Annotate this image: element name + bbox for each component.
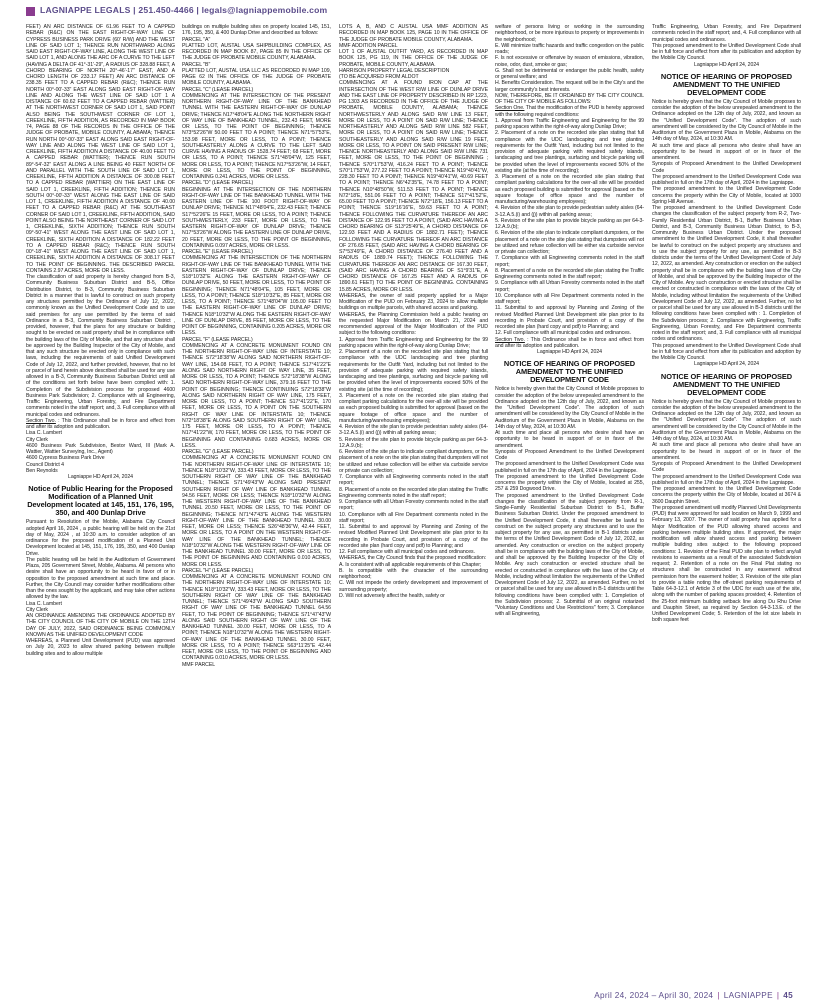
notice-paragraph: 2. Placement of a note on the recorded site plan stating that full compliance with the UDC landscaping and tree planting requirements for the Outfit Yard, including but not limited to the provision of adequate parking with required safety islands, landscaping and tree plantings, surfacing and bicycle parking will be provided when the level of improvements exceed 50% of the existing site (at the time of recording); bbox=[339, 349, 488, 393]
notice-paragraph: 9. Compliance with all Urban Forestry comments noted in the staff report; bbox=[339, 499, 488, 512]
notice-paragraph: 1. Approval from Traffic Engineering and Engineering for the 99 parking spaces within the right-of-way along Dunlap Drive; bbox=[495, 117, 644, 130]
notice-paragraph: The proposed amendment to the Unified Development Code was published in full on the 17th day of April, 2024 in the Lagniappe. bbox=[652, 473, 801, 486]
notice-paragraph: 6. Revision of the site plan to indicate compliant dumpsters, or the placement of a note on the site plan stating that dumpsters will not be utilized and refuse collection will be either via curbside service or private can collection; bbox=[339, 449, 488, 474]
notice-paragraph: Council District 4 bbox=[26, 461, 65, 468]
notice-paragraph: 6. Revision of the site plan to indicate compliant dumpsters, or the placement of a note on the site plan stating that dumpsters will not be utilized and refuse collection will be either via curbside service or private can collection; bbox=[495, 230, 644, 255]
notice-paragraph: 1. Approval from Traffic Engineering and Engineering for the 99 parking spaces within the right-of-way along Dunlap Drive; bbox=[339, 336, 488, 349]
footer-separator: | bbox=[717, 991, 720, 1000]
notice-paragraph: 12. Full compliance with all municipal codes and ordinances. bbox=[495, 330, 631, 337]
section-label: Section One. bbox=[495, 105, 525, 112]
publication-line: Lagniappe HD April 24, 2024 bbox=[694, 361, 759, 368]
notice-paragraph: HARRISON PROPERTY LEGAL DESCRIPTION bbox=[339, 67, 450, 74]
notice-heading: NOTICE OF HEARING OF PROPOSED AMENDMENT TO THE UNIFIED DEVELOPMENT CODE bbox=[660, 71, 793, 97]
header-publication: LAGNIAPPE LEGALS bbox=[40, 5, 131, 15]
notice-paragraph: At such time and place all persons who desire shall have an opportunity to be heard in support of or in favor of the amendment. bbox=[495, 430, 644, 449]
notice-paragraph: 4. Revision of the site plan to provide pedestrian safety aisles (64-3-12.A.5.(i) and (j)) within all parking areas; bbox=[339, 424, 488, 437]
section-label: Section Two. bbox=[26, 417, 56, 424]
notice-paragraph: welfare of persons living or working in the surrounding neighborhood, or be more injurious to property or improvements in the neighborhood; bbox=[495, 24, 644, 43]
notice-paragraph: The proposed amendment to the Unified Development Code was published in full on the 17th day of April, 2024 in the Lagniappe. bbox=[652, 173, 801, 186]
notice-paragraph: PARCEL "H" (LEASE PARCEL) bbox=[182, 567, 254, 574]
notice-paragraph: 2. Placement of a note on the recorded site plan stating that full compliance with the UDC landscaping and tree planting requirements for the Outfit Yard, including but not limited to the provision of adequate parking with required safety islands, landscaping and tree plantings, surfacing and bicycle parking will be provided when the level of improvements exceed 50% of the existing site (at the time of recording); bbox=[495, 130, 644, 174]
brand-square-icon bbox=[26, 7, 35, 16]
notice-paragraph: Synopsis of Proposed Amendment to the Unified Development Code bbox=[652, 161, 801, 174]
notice-paragraph: WHEREAS, a Planned Unit Development (PUD) was approved on July 20, 2023 to allow shared parking between multiple building sites and to allow multiple bbox=[26, 638, 175, 657]
legal-notices-columns bbox=[26, 24, 801, 976]
notice-paragraph: WHEREAS, the owner of said property applied for a Major Modification of the PUD on February 23, 2024 to allow multiple buildings on multiple parcels, with shared access and parking. bbox=[339, 292, 488, 312]
notice-paragraph: Notice is hereby given that the City Council of Mobile proposes to consider the adoption of the below unrepealed amendment to the Ordinance adopted on the 12th day of July, 2022, and known as the "Unified Development Code". The adoption of such amendment will be considered by the City Council of Mobile in the Auditorium of the Government Plaza in Mobile, Alabama on the 14th day of May, 2024, at 10:30 AM. bbox=[652, 398, 801, 442]
notice-paragraph: 7. Compliance with all Engineering comments noted in the staff report; bbox=[339, 474, 488, 487]
notice-paragraph: PARCEL "B" bbox=[182, 61, 211, 68]
notice-paragraph: WHEREAS, the Planning Commission held a public hearing on the requested Major Modification on March 21, 2024 and recommended approval of the Major Modification of the PUD subject to the following conditions: bbox=[339, 311, 488, 337]
page-number: 45 bbox=[783, 991, 793, 1000]
notice-paragraph: PLATTED LOT, AUSTAL USA SHIPBUILDING COMPLEX, AS RECORDED IN MAP BOOK 87, PAGE 85 IN THE OFFICE OF THE JUDGE OF PROBATE MOBILE COUNTY, ALABAMA. bbox=[182, 42, 331, 62]
notice-paragraph: 8. Placement of a note on the recorded site plan stating the Traffic Engineering comments noted in the staff report; bbox=[339, 486, 488, 499]
notice-paragraph: 4600 Cypress Business Park Drive bbox=[26, 455, 105, 462]
notice-paragraph: COMMENCING AT A CONCRETE MONUMENT FOUND ON THE NORTHERN RIGHT-OF-WAY LINE OF INTERSTATE 10; THENCE N18°10'32"W, 333.43 FEET, MORE OR LESS, TO THE SOUTHERN RIGHT OF WAY LINE OF THE BANKHEAD TUNNEL; THENCE S71°49'43"W ALONG SAID PRESENT SOUTHERN RIGHT OF WAY LINE OF BANKHEAD TUNNEL 94.56 FEET, MORE OR LESS; THENCE N18°10'32"W ALONG THE WESTERN RIGHT-OF-WAY LINE OF THE BANKHEAD TUNNEL 20.50 FEET, MORE OR LESS, TO THE POINT OF BEGINNING; THENCE N71°47'43"E ALONG THE WESTERN RIGHT-OF-WAY LINE OF THE BANKHEAD TUNNEL 30.00 FEET, MORE OR LESS; THENCE S26°48'36"W, 42.44 FEET, MORE OR LESS, TO A POINT ON THE WESTERN RIGHT-OF-WAY LINE OF THE BANKHEAD TUNNEL; THENCE N18°10'32"W ALONG THE WESTERN RIGHT-OF-WAY LINE OF THE BANKHEAD TUNNEL 30.00 FEET, MORE OR LESS, TO THE POINT OF BEGINNING AND CONTAINING 0.010 ACRES, MORE OR LESS. bbox=[182, 455, 331, 568]
notice-paragraph: WHEREAS, the City Council finds that the proposed modification: bbox=[339, 555, 487, 562]
notice-paragraph: F. Is not excessive or offensive by reason of emissions, vibration, noise, odor, dust, smoke or gas; bbox=[495, 55, 644, 68]
column-4 bbox=[495, 24, 644, 976]
footer-publication: LAGNIAPPE bbox=[723, 991, 773, 1000]
notice-paragraph: COMMENCING AT A CONCRETE MONUMENT FOUND ON THE NORTHERN RIGHT-OF-WAY LINE OF INTERSTATE 10; THENCE S72°18'38"W ALONG SAID NORTHERN RIGHT-OF-WAY LINE, 154.08 FEET, TO A POINT; THENCE S17°41'22"E ALONG SAID NORTHERN RIGHT OF WAY LINE, 35 FEET, MORE OR LESS, TO A POINT; THENCE S72°18'38"W ALONG SAID NORTHERN RIGHT-OF-WAY LINE, 379.16 FEET TO THE POINT OF BEGINNING; THENCE CONTINUING S72°18'38"W ALONG SAID NORTHERN RIGHT OF WAY LINE, 175 FEET, MORE OR LESS, TO A POINT; THENCE S17°41'22"E, 170 FEET, MORE OR LESS, TO A POINT ON THE SOUTHERN RIGHT OF WAY LINE OF INTERSTATE 10; THENCE N72°18'38"E ALONG SAID SOUTHERN RIGHT OF WAY LINE, 175 FEET, MORE OR LESS, TO A POINT; THENCE N17°41'22"W, 170 FEET, MORE OR LESS, TO THE POINT OF BEGINNING AND CONTAINING 0.683 ACRES, MORE OR LESS. bbox=[182, 342, 331, 449]
column-3 bbox=[339, 24, 488, 976]
notice-paragraph: At such time and place all persons who desire shall have an opportunity to be heard in support of or in favor of the amendment. bbox=[652, 142, 801, 161]
notice-paragraph: The proposed amendment to the Unified Development Code concerns the property within the City of Mobile, located at 255, 257 & 259 Dogwood Drive. bbox=[495, 473, 644, 493]
footer-separator: | bbox=[776, 991, 780, 1000]
notice-heading: NOTICE OF HEARING OF PROPOSED AMENDMENT TO THE UNIFIED DEVELOPMENT CODE bbox=[660, 371, 793, 397]
notice-paragraph: FEET) AN ARC DISTANCE OF 61.96 FEET TO A CAPPED REBAR (R&C) ON THE EAST RIGHT-OF-WAY LINE OF CYPRESS BUSINESS PARK DRIVE (60' R/W) AND THE WEST LINE OF SAID LOT 1; THENCE RUN NORTHWARD ALONG SAID EAST RIGHT-OF-WAY LINE, ALONG THE WEST LINE OF SAID LOT 1, AND ALONG THE ARC OF A CURVE TO THE LEFT (HAVING A DELTA OF 41°-31'-29", A RADIUS OF 328.88 FEET, A CHORD BEARING OF NORTH 20°-46'-17" EAST, AND A CHORD LENGTH OF 233.17 FEET) AN ARC DISTANCE OF 238.35 FEET TO A CAPPED REBAR (R&C); THENCE RUN NORTH 00°-00'-33" EAST ALONG SAID EAST RIGHT-OF-WAY LINE AND ALONG THE WEST LINE OF SAID LOT 1 A DISTANCE OF 60.62 FEET TO A CAPPED REBAR (WATTIER) AT THE NORTHWEST CORNER OF SAID LOT 1, SAID POINT ALSO BEING THE SOUTHWEST CORNER OF LOT 1, CREEKLINE, FIFTH ADDITION, AS RECORDED IN MAP BOOK 74, PAGE 88 OF THE RECORDS IN THE OFFICE OF THE JUDGE OF PROBATE, MOBILE COUNTY, ALABAMA; THENCE RUN NORTH 00°-00'-33" EAST ALONG SAID EAST RIGHT-OF-WAY LINE AND ALONG THE WEST LINE OF SAID LOT 1, CREEKLINE, FIFTH ADDITION A DISTANCE OF 40.00 FEET TO A CAPPED REBAR (WATTIER); THENCE RUN SOUTH 89°-54'-32" EAST ALONG A LINE BEING 40 FEET NORTH OF AND PARALLEL WITH THE SOUTH LINE OF SAID LOT 1, CREEKLINE, FIFTH ADDITION A DISTANCE OF 300.08 FEET TO A CAPPED REBAR (WATTIER) ON THE EAST LINE OF SAID LOT 1, CREEKLINE, FIFTH ADDITION; THENCE RUN SOUTH 00°-00'-33" WEST ALONG THE EAST LINE OF SAID LOT 1, CREEKLINE, FIFTH ADDITION A DISTANCE OF 40.00 FEET TO A CAPPED REBAR (R&C) AT THE SOUTHEAST CORNER OF SAID LOT 1, CREEKLINE, FIFTH ADDITION, SAID POINT ALSO BEING THE NORTHEAST CORNER OF SAID LOT 1, CREEKLINE, SIXTH ADDITION; THENCE RUN SOUTH 09°-50'-41" WEST ALONG THE EAST LINE OF SAID LOT 1, CREEKLINE, SIXTH ADDITION A DISTANCE OF 182.22 FEET TO A CAPPED REBAR (R&C); THENCE RUN SOUTH 00°-18'-41" WEST ALONG THE EAST LINE OF SAID LOT 1, CREEKLINE, SIXTH ADDITION A DISTANCE OF 308.17 FEET TO THE POINT OF BEGINNING. THE DESCRIBED PARCEL CONTAINS 2.97 ACRES, MORE OR LESS. bbox=[26, 24, 175, 274]
notice-paragraph: PARCEL "A" bbox=[182, 36, 211, 43]
notice-paragraph: A. Is consistent with all applicable requirements of this Chapter; bbox=[339, 561, 482, 568]
page-footer bbox=[594, 991, 793, 1000]
column-2 bbox=[182, 24, 331, 976]
notice-paragraph: This proposed amendment to the Unified Development Code shall be in full force and effect from after its publication and adoption by the Mobile City Council. bbox=[652, 42, 801, 62]
notice-paragraph: PARCEL "C" (LEASE PARCEL) bbox=[182, 86, 254, 93]
notice-paragraph: 3. Placement of a note on the recorded site plan stating that compliant parking calculations for the over-all site will be provided as each proposed building is submitted for approval (based on the square footage of office space and the number of manufacturing/warehousing employees); bbox=[339, 392, 488, 424]
notice-paragraph: Notice is hereby given that the City Council of Mobile proposes to consider the adoption of the below unrepealed amendment to the Ordinance adopted on the 12th day of July, 2022, and known as the "Unified Development Code". The adoption of such amendment will be considered by the City Council of Mobile in the Auditorium of the Government Plaza in Mobile, Alabama on the 14th day of May, 2024, at 10:30 AM. bbox=[652, 98, 801, 143]
notice-paragraph: Ben Reynolds bbox=[26, 467, 58, 474]
notice-paragraph: Traffic Engineering, Urban Forestry, and Fire Department comments noted in the staff report; and, 4. Full compliance with all municipal codes and ordinances. bbox=[652, 24, 801, 43]
notice-paragraph: LOTS A, B, AND C AUSTAL USA MMF ADDITION AS RECORDED IN MAP BOOK 125, PAGE 10 IN THE OFFICE OF THE JUDGE OF PROBATE MOBILE COUNTY, ALABAMA. bbox=[339, 24, 488, 43]
notice-paragraph: E. Will minimize traffic hazards and traffic congestion on the public roads; bbox=[495, 42, 644, 55]
notice-paragraph: NOW, THEREFORE, BE IT ORDAINED BY THE CITY COUNCIL OF THE CITY OF MOBILE AS FOLLOWS: bbox=[495, 92, 644, 105]
notice-paragraph: MMF ADDITION PARCEL bbox=[339, 42, 398, 49]
notice-paragraph: 7. Compliance with all Engineering comments noted in the staff report; bbox=[495, 255, 644, 268]
notice-paragraph: G. Shall not be detrimental or endanger the public health, safety or general welfare; and bbox=[495, 67, 644, 80]
notice-paragraph: The proposed amendment to the Unified Development Code changes the classification of the subject property from R-1, Single-Family Residential Suburban District to B-1, Buffer Business Suburban District. Under the proposed amendment to the Unified Development Code, it shall thereafter be lawful to construct on the subject property any structures and to use the subject property for any use, as permitted in B-1 districts under the terms of the Unified Development Code of July 12, 2022, as amended. Any construction or erection on the subject property shall be in compliance with the building laws of the City of Mobile, and shall be approved by the Building Inspector of the City of Mobile. Any such construction or erected structure shall be erected or constructed in compliance with the laws of the City of Mobile, including without limitation the requirements of the Unified Development Code of July 12, 2022, as amended. Further, no lot or parcel shall be used for any use allowed in B-1 districts until the following conditions have been complied with: 1. Completion of the Subdivision process; 2. Submittal of an original notarized "Voluntary Conditions and Use Restrictions" form; 3. Compliance with all Engineering, bbox=[495, 492, 644, 618]
header-email[interactable]: legals@lagniappemobile.com bbox=[201, 5, 328, 15]
section-text: : This Ordinance shall be in force and effect from and after its adoption and publication. bbox=[495, 336, 644, 349]
notice-paragraph: 10. Compliance with all Fire Department comments noted in the staff report; bbox=[339, 511, 488, 524]
notice-paragraph: 3. Placement of a note on the recorded site plan stating that compliant parking calculations for the over-all site will be provided as each proposed building is submitted for approval (based on the square footage of office space and the number of manufacturing/warehousing employees); bbox=[495, 174, 644, 205]
notice-paragraph: PARCEL "E" (LEASE PARCEL) bbox=[182, 249, 253, 255]
notice-paragraph: 4. Revision of the site plan to provide pedestrian safety aisles (64-3-12.A.5.(i) and (j)) within all parking areas; bbox=[495, 205, 644, 218]
notice-paragraph: PARCEL "F" (LEASE PARCEL) bbox=[182, 336, 253, 343]
column-5 bbox=[652, 24, 801, 976]
notice-paragraph: Synopsis of Proposed Amendment to the Unified Development Code bbox=[495, 448, 644, 461]
notice-paragraph: Notice is hereby given that the City Council of Mobile proposes to consider the adoption of the below unrepealed amendment to the Ordinance adopted on the 12th day of July, 2022, and known as the "Unified Development Code". The adoption of such amendment will be considered by the City Council of Mobile in the Auditorium of the Government Plaza in Mobile, Alabama on the 14th day of May, 2024, at 10:30 AM. bbox=[495, 386, 644, 430]
notice-paragraph bbox=[26, 418, 175, 431]
notice-paragraph: BEGINNING AT THE INTERSECTION OF THE NORTHERN RIGHT-OF-WAY LINE OF THE BANKHEAD TUNNEL WITH THE EASTERN LINE OF THE 100 FOOT RIGHT-OF-WAY OF DUNLAP DRIVE; THENCE N17°48'04"E, 232.43 FEET; THENCE S17°52'26"E 15 FEET, MORE OR LESS, TO A POINT; THENCE SOUTHWESTERLY, 233 FEET, MORE OR LESS, TO THE EASTERN RIGHT-OF-WAY OF DUNLAP DRIVE; THENCE N17°53'26"W ALONG THE EASTERN LINE OF DUNLAP DRIVE, 20 FEET, MORE OR LESS, TO THE POINT OF BEGINNING, CONTAINING 0.097 ACRES, MORE OR LESS. bbox=[182, 186, 331, 249]
notice-paragraph: 11. Submittal to and approval by Planning and Zoning of the revised Modified Planned Unit Development site plan prior to its recording in Probate Court, and provision of a copy of the recorded site plan (hard copy and pdf) to Planning; and bbox=[495, 305, 644, 330]
notice-heading: Notice of Public Hearing for the Proposed Modification of a Planned Unit Development located at 145, 151, 176, 195, 350, and 400 Dunlap Drive bbox=[27, 484, 174, 518]
notice-paragraph: The proposed amendment to the Unified Development Code was published in full on the 17th day of April, 2024 in the Lagniappe. bbox=[495, 461, 644, 474]
notice-paragraph: 5. Revision of the site plan to provide bicycle parking as per 64-3-12.A.9.(b); bbox=[339, 436, 488, 449]
notice-paragraph: AN ORDINANCE AMENDING THE ORDINANCE ADOPTED BY THE CITY COUNCIL OF THE CITY OF MOBILE ON THE 12TH DAY OF JULY, 2022, SAID ORDINANCE BEING COMMONLY KNOWN AS THE UNIFIED DEVELOPMENT CODE bbox=[26, 613, 175, 638]
notice-paragraph: LOT 1 OF AUSTAL OUTFIT YARD, AS RECORDED IN MAP BOOK 125, PG 119, IN THE OFFICE OF THE JUDGE OF PROBATE, MOBILE COUNTY, ALABAMA. bbox=[339, 49, 488, 68]
notice-paragraph: 4600 Business Park Subdivision, Bestor Ward, III (Mark A. Wattier, Wattier Surveying, Inc., Agent) bbox=[26, 442, 175, 455]
notice-paragraph: Pursuant to Resolution of the Mobile, Alabama City Council adopted April 16, 2024 , a public hearing will be held on the 21st day of May, 2024 , at 10:30 a.m. to consider adoption of an ordinance for the proposed modification of a Planned Unit Development located at 145, 151, 176, 195, 350, and 400 Dunlap Drive. bbox=[26, 519, 175, 557]
header-phone: 251.450-4466 bbox=[138, 5, 194, 15]
notice-paragraph: 9. Compliance with all Urban Forestry comments noted in the staff report; bbox=[495, 280, 644, 293]
notice-paragraph: COMMENCING AT THE INTERSECTION OF THE PRESENT NORTHERN RIGHT-OF-WAY LINE OF THE BANKHEAD TUNNEL WITH THE EASTERN RIGHT-OF-WAY OF DUNLAP DRIVE; THENCE N17°48'04"E ALONG THE NORTHERN RIGHT OF WAY LINE OF BANKHEAD TUNNEL, 232.43 FEET, MORE OR LESS, TO THE POINT OF BEGINNING; THENCE N73°52'26"W 50.00 FEET TO A POINT; THENCE N71°57'53"E, 153.98 FEET, MORE OR LESS, TO A POINT; THENCE SOUTHEASTERLY ALONG A CURVE TO THE LEFT SAID CURVE HAVING A RADIUS OF 1528.74 FEET; 68 FEET, MORE OR LESS, TO A POINT; THENCE S71°48'04"W, 125 FEET, MORE OR LESS, TO A POINT; THENCE N17°53'26"W, 14 FEET, MORE OR LESS, TO THE POINT OF BEGINNING, CONTAINING 0.241 ACRES, MORE OR LESS. bbox=[182, 92, 331, 180]
publication-line: Lagniappe HD April 24, 2024 bbox=[68, 474, 133, 480]
footer-dates: April 24, 2024 – April 30, 2024 bbox=[594, 991, 714, 1000]
notice-paragraph: C. Will not impede the orderly development and improvement of surrounding property; bbox=[339, 580, 488, 593]
notice-paragraph: This proposed amendment to the Unified Development Code shall be in full force and effect from after its publication and adoption by the Mobile City Council. bbox=[652, 342, 801, 361]
notice-paragraph: PLATTED LOT, AUSTAL USA LLC AS RECORDED IN MAP 109, PAGE 62 IN THE OFFICE OF THE JUDGE OF PROBATE MOBILE COUNTY, ALABAMA. bbox=[182, 67, 331, 87]
notice-paragraph: City Clerk bbox=[26, 606, 48, 613]
notice-paragraph: H. Benefits Consideration. The request will be in the City's and the larger community's best interests. bbox=[495, 80, 644, 93]
notice-paragraph: 10. Compliance with all Fire Department comments noted in the staff report; bbox=[495, 292, 644, 305]
notice-paragraph: 12. Full compliance with all municipal codes and ordinances. bbox=[339, 549, 475, 555]
notice-paragraph: At such time and place all persons who desire shall have an opportunity to be heard in support of or in favor of the amendment. bbox=[652, 442, 801, 461]
notice-paragraph: B. Is compatible with the character of the surrounding neighborhood; bbox=[339, 567, 488, 580]
header-text: LAGNIAPPE LEGALS | 251.450-4466 | legals@lagniappemobile.com bbox=[40, 5, 328, 15]
notice-paragraph: COMMENCING AT A FOUND IRON CAP AT THE INTERSECTION OF THE WEST R/W LINE OF DUNLAP DRIVE AND THE EAST LINE OF PROPERTY DESCRIBED IN RP 1223, PG 1303 AS RECORDED IN THE OFFICE OF THE JUDGE OF PROBATE, MOBILE COUNTY, ALABAMA; THENCE NORTHWESTERLY AND ALONG SAID R/W LINE 13 FEET, MORE OR LESS, TO A POINT ON SAID R/W LINE; THENCE NORTHEASTERLY AND ALONG SAID R/W LINE 582 FEET, MORE OR LESS, TO A POINT ON SAID R/W LINE; THENCE SOUTHEASTERLY AND ALONG SAID R/W LINE 19 FEET, MORE OR LESS, TO A POINT ON SAID PRESENT R/W LINE; THENCE NORTHEASTERLY AND ALONG SAID R/W LINE 731 FEET, MORE OR LESS, TO THE POINT OF BEGINNING ; THENCE S70°17'53"W, 416.24 FEET TO A POINT; THENCE S70°17'53"W, 277.22 FEET TO A POINT; THENCE N19°40'41"W, 228.30 FEET TO A POINT; THENCE N19°40'41"W, 40.69 FEET TO A POINT; THENCE N6°42'35"E, 74.78 FEET TO A POINT; THENCE N10°48'50"W, 511.53 FEET TO A POINT; THENCE N72°18'E, 551.06 FEET TO A POINT; THENCE S17°41'52"E, 65.00 FEET TO A POINT; THENCE N72°18'E, 156.13 FEET TO A POINT; THENCE S19°16'16"E, 59.63 FEET TO A POINT; THENCE FOLLOWING THE CURVATURE THEREOF AN ARC DISTANCE OF 122.95 FEET TO A POINT, (SAID ARC HAVING A CHORD BEARING OF S13°25'49"E, A CHORD DISTANCE OF 122.93 FEET AND A RADIUS OF 1882.71 FEET); THENCE FOLLOWING THE CURVATURE THEREOF AN ARC DISTANCE OF 276.65 FEET, (SAID ARC HAVING A CHORD BEARING OF S7°53'49"E, A CHORD DISTANCE OF 276.40 FEET AND A RADIUS OF 1889.74 FEET); THENCE FOLLOWING THE CURVATURE THEREOF AN ARC DISTANCE OF 167.30 FEET, (SAID ARC HAVING A CHORD BEARING OF S1°9'31"E, A CHORD DISTANCE OF 167.25 FEET AND A RADIUS OF 1890.61 FEET) TO THE POINT OF BEGINNING. CONTAINING 15.85 ACRES, MORE OR LESS. bbox=[339, 80, 488, 293]
publication-line: Lagniappe HD April 24, 2024 bbox=[537, 349, 602, 355]
notice-paragraph: COMMENCING AT THE INTERSECTION OF THE NORTHERN RIGHT-OF-WAY LINE OF THE BANKHEAD TUNNEL WITH THE EASTERN RIGHT-OF-WAY OF DUNLAP DRIVE; THENCE S18°10'32"E ALONG THE EASTERN RIGHT-OF-WAY OF DUNLAP DRIVE, 50 FEET, MORE OR LESS, TO THE POINT OF BEGINNING; THENCE N71°48'04"E, 105 FEET, MORE OR LESS, TO A POINT; THENCE S18°10'32"E, 85 FEET, MORE OR LESS, TO A POINT; THENCE S71°48'04"W 105.00 FEET TO THE EASTERN RIGHT-OF-WAY LINE OF DUNLAP DRIVE; THENCE N18°10'32"W ALONG THE EASTERN RIGHT-OF-WAY LINE OF DUNLAP DRIVE, 85 FEET, MORE OR LESS, TO THE POINT OF BEGINNING, CONTAINING 0.205 ACRES, MORE OR LESS. bbox=[182, 255, 331, 337]
page-header bbox=[0, 0, 819, 22]
notice-paragraph: D. Will not adversely affect the health, safety or bbox=[339, 592, 445, 599]
section-text: That the modification of the PUD is hereby approved with the following required conditions: bbox=[495, 105, 644, 118]
notice-paragraph: The proposed amendment will modify Planned Unit Developments (PUD) that were approved for said location on March 9, 1999 and February 13, 2007. The owner of said property has applied for a Major Modification of the PUD allowing shared access and parking between multiple building sites. If approved, the major modification will allow shared access and parking between multiple building sites subject to the following proposed conditions: 1. Revision of the Final PUD site plan to reflect any/all revisions to easements as a result of the associated Subdivision request; 2. Retention of a note on the Final Plat stating no structures shall be constructed in any easement without permission from the easement holder; 3. Revision of the site plan to provide a table noting the off-street parking requirements of Table 64-3-12.1 of Article 3 of the UDC for each use of the site, along with the number of parking spaces provided; 4. Retention of the 25-foot minimum building setback line along Du Rhu Drive and Dauphin Street, as required by Section 64-3-13.E. of the Unified Development Code; 5. Retention of the lot size labels in both square feet bbox=[652, 504, 801, 624]
notice-paragraph: MMF PARCEL bbox=[182, 661, 216, 668]
column-1 bbox=[26, 24, 175, 976]
notice-heading: NOTICE OF HEARING OF PROPOSED AMENDMENT TO THE UNIFIED DEVELOPMENT CODE bbox=[503, 359, 636, 385]
notice-paragraph: The public hearing will be held in the Auditorium of Government Plaza, 205 Government Street, Mobile, Alabama. All persons who desire shall have an opportunity to be heard in favor of or in opposition to the proposed amendment at such time and place. Further, the City Council may consider further modifications other than the ones sought by the applicant, and may take other actions allowed by the law. bbox=[26, 556, 175, 601]
notice-paragraph: Synopsis of Proposed Amendment to the Unified Development Code bbox=[652, 461, 801, 474]
notice-paragraph: Lisa C. Lambert bbox=[26, 430, 62, 437]
notice-paragraph: The proposed amendment to the Unified Development Code changes the classification of the subject property from R-2, Two-Family Residential Urban District, B-1, Buffer Business Urban District, and B-3, Community Business Urban District, to B-3, Community Business Urban District. Under the proposed amendment to the Unified Development Code, it shall thereafter be lawful to construct on the subject property any structures and to use the subject property for any use, as permitted in B-3 districts under the terms of the Unified Development Code of July 12, 2022, as amended. Any construction or erection on the subject property shall be in compliance with the building laws of the City of Mobile, and shall be approved by the Building Inspector of the City of Mobile. Any such construction or erected structure shall be erected or constructed in compliance with the laws of the City of Mobile, including without limitation the requirements of the Unified Development Code of July 12, 2022, as amended. Further, no lot or parcel shall be used for any use allowed in B-3 districts until the following conditions have been complied with : 1. Completion of the Subdivision process; 2. Compliance with Engineering, Traffic Engineering, Urban Forestry, and Fire Department comments noted in the staff report; and, 3. Full compliance with all municipal codes and ordinances. bbox=[652, 205, 801, 343]
notice-paragraph: buildings on multiple building sites on property located 145, 151, 176, 195, 350, & 400 Dunlap Drive and described as follows: bbox=[182, 24, 331, 37]
notice-paragraph: The classification of said property is hereby changed from B-3, Community Business Suburban District and B-5, Office Distribution District, to B-3, Community Business Suburban District in a manner that is lawful to construct on such property any structures permitted by the Ordinance of July 12, 2022, commonly known as the Unified Development Code and to use said premises for any use permitted by the terms of said Ordinance in a B-3, Community Business Suburban District , provided, however, that the plans for any structure or building sought to be erected on said property shall be in compliance with the building laws of the City of Mobile, and that any structure shall be approved by the Building Inspector of the City of Mobile, and that any such structure be erected only in compliance with such laws, including the requirements of said Unified Development Code of July 12, 2022, and further provided, however, that no lot or parcel of land herein above described shall be used for any use allowed in a B-3, Community Business Suburban District until all of the conditions set forth below have been complied with: 1. Completion of the Subdivision process for proposed 4600 Business Park Subdivision; 2. Compliance with all Engineering, Traffic Engineering, Urban Forestry, and Fire Department comments noted in the staff report; and, 3. Full compliance with all municipal codes and ordinances. bbox=[26, 274, 175, 418]
notice-paragraph: The proposed amendment to the Unified Development Code concerns the property within the City of Mobile, located at 3674 & 3600 Dauphin Street. bbox=[652, 486, 801, 505]
notice-paragraph: (TO BE ACQUIRED FROM ALDOT bbox=[339, 74, 419, 80]
notice-paragraph: PARCEL "D" (LEASE PARCEL) bbox=[182, 180, 254, 187]
notice-paragraph: The proposed amendment to the Unified Development Code concerns the property within the City of Mobile, located at 1000 Spring Hill Avenue. bbox=[652, 186, 801, 205]
section-text: : This Ordinance shall be in force and effect from and after its adoption and publication. bbox=[26, 417, 175, 430]
notice-paragraph: 8. Placement of a note on the recorded site plan stating the Traffic Engineering comments noted in the staff report; bbox=[495, 267, 644, 280]
section-label: Section Two. bbox=[495, 336, 525, 343]
notice-paragraph: Lisa C. Lambert bbox=[26, 600, 62, 607]
notice-paragraph: City Clerk bbox=[26, 436, 48, 443]
publication-line: Lagniappe HD April 24, 2024 bbox=[694, 61, 759, 68]
notice-paragraph bbox=[495, 337, 644, 350]
notice-paragraph: 5. Revision of the site plan to provide bicycle parking as per 64-3-12.A.9.(b); bbox=[495, 217, 644, 230]
notice-paragraph: COMMENCING AT A CONCRETE MONUMENT FOUND ON THE NORTHERN RIGHT-OF-WAY LINE OF INTERSTATE 10; THENCE N18°10'32"W, 333.43 FEET, MORE OR LESS, TO THE SOUTHERN RIGHT OF WAY LINE OF THE BANKHEAD TUNNEL; THENCE S71°49'43"W ALONG SAID SOUTHERN RIGHT OF WAY LINE OF THE BANKHEAD TUNNEL 64.56 FEET, TO THE POINT OF BEGINNING; THENCE S71°47'43"W ALONG SAID SOUTHERN RIGHT OF WAY LINE OF THE BANKHEAD TUNNEL 30.00 FEET, MORE OR LESS, TO A POINT; THENCE N18°10'32"W ALONG THE WESTERN RIGHT-OF-WAY LINE OF THE BANKHEAD TUNNEL 30.00 FEET, MORE OR LESS, TO A POINT; THENCE S63°11'25"E 42.44 FEET, MORE OR LESS, TO THE POINT OF BEGINNING AND CONTAINING 0.010 ACRES, MORE OR LESS. bbox=[182, 574, 331, 662]
notice-paragraph bbox=[495, 105, 644, 118]
notice-paragraph: 11. Submittal to and approval by Planning and Zoning of the revised Modified Planned Unit Development site plan prior to its recording in Probate Court, and provision of a copy of the recorded site plan (hard copy and pdf) to Planning; and bbox=[339, 524, 488, 549]
notice-paragraph: PARCEL "G" (LEASE PARCEL) bbox=[182, 449, 254, 455]
